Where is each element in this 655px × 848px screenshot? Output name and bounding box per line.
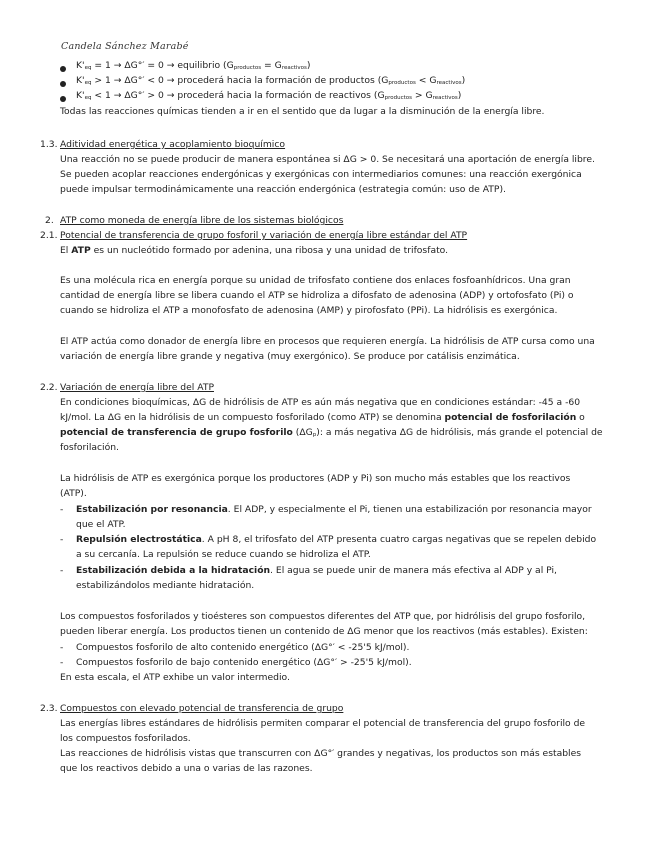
equilibrium-bullet-1: $K'_{eq} = 1 \to \Delta G^\circ' = 0$ → equilibrio $(G_{productos} = G_{reactivos})$ [76,60,311,71]
bullet-dot [60,96,66,102]
section-number: 2.2. [40,382,58,393]
paragraph-line: Es una molécula rica en energía porque su unidad de trifosfato contiene dos enlaces fosfoanhídricos. Una gran [60,275,571,286]
paragraph-line: (ATP). [60,488,87,499]
author-name: Candela Sánchez Marabé [61,41,189,52]
bullet-dot [60,81,66,87]
paragraph-line: Los compuestos fosforilados y tioésteres son compuestos diferentes del ATP que, por hidrólisis del grupo fosforilo, [60,611,586,622]
paragraph-line: kJ/mol. La ΔG en la hidrólisis de un compuesto fosforilado (como ATP) se denomina potencial de fosforilación o [60,412,585,423]
paragraph-line: puede impulsar termodinámicamente una reacción endergónica (estrategia común: uso de ATP). [60,184,506,195]
equilibrium-bullet-3: $K'_{eq} < 1 \to \Delta G^\circ' > 0$ → procederá hacia la formación de reactivos $(G_{productos} > G_{reactivos})$ [76,90,462,101]
section-number: 2. [45,215,54,226]
dash-bullet: - [60,504,64,515]
paragraph-line: fosforilación. [60,442,119,453]
section-number: 1.3. [40,139,58,150]
paragraph-line: Una reacción no se puede producir de manera espontánea si ΔG > 0. Se necesitará una aportación de energía libre. [60,154,595,165]
equilibrium-bullet-2: $K'_{eq} > 1 \to \Delta G^\circ' < 0$ → procederá hacia la formación de productos $(G_{productos} < G_{reactivos})$ [76,75,466,86]
paragraph-line: El ATP es un nucleótido formado por adenina, una ribosa y una unidad de trifosfato. [60,245,449,256]
dash-bullet: - [60,642,64,653]
bullet-dot [60,66,66,72]
paragraph-line: Las reacciones de hidrólisis vistas que transcurren con ΔG°′ grandes y negativas, los productos son más estables [60,748,582,759]
paragraph-line: En condiciones bioquímicas, ΔG de hidrólisis de ATP es aún más negativa que en condiciones estándar: -45 a -60 [60,397,581,408]
compound-item: Compuestos fosforilo de bajo contenido energético (ΔG°′ > -25'5 kJ/mol). [76,657,412,668]
section-heading-2-3: Compuestos con elevado potencial de transferencia de grupo [60,703,344,714]
paragraph-line: potencial de transferencia de grupo fosforilo $(\Delta G_p)$: a más negativa ΔG de hidrólisis, más grande el potencial de [60,427,603,438]
paragraph-line: pueden liberar energía. Los productos tienen un contenido de ΔG menor que los reactivos (más estables). Existen: [60,626,588,637]
paragraph-line: En esta escala, el ATP exhibe un valor intermedio. [60,672,290,683]
paragraph-line: La hidrólisis de ATP es exergónica porque los productores (ADP y Pi) son mucho más estables que los reactivos [60,473,571,484]
section-number: 2.3. [40,703,58,714]
paragraph-line: El ATP actúa como donador de energía libre en procesos que requieren energía. La hidrólisis de ATP cursa como una [60,336,595,347]
compound-item: Compuestos fosforilo de alto contenido energético (ΔG°′ < -25'5 kJ/mol). [76,642,410,653]
reason-item: Estabilización debida a la hidratación. El agua se puede unir de manera más efectiva al ADP y al Pi, [76,565,557,576]
reason-item-continued: estabilizándolos mediante hidratación. [76,580,255,591]
paragraph-line: cuando se hidroliza el ATP a monofosfato de adenosina (AMP) y pirofosfato (PPi). La hidrólisis es exergónica. [60,305,558,316]
paragraph-line: cantidad de energía libre se libera cuando el ATP se hidroliza a difosfato de adenosina (ADP) y ortofosfato (Pi) o [60,290,574,301]
reason-item: Repulsión electrostática. A pH 8, el trifosfato del ATP presenta cuatro cargas negativas que se repelen debido [76,534,597,545]
reason-item-continued: que el ATP. [76,519,126,530]
section-number: 2.1. [40,230,58,241]
dash-bullet: - [60,534,64,545]
paragraph-line: Las energías libres estándares de hidrólisis permiten comparar el potencial de transferencia del grupo fosforilo de [60,718,586,729]
dash-bullet: - [60,657,64,668]
paragraph-line: que los reactivos debido a una o varias de las razones. [60,763,313,774]
section-heading-1-3: Aditividad energética y acoplamiento bioquímico [60,139,286,150]
reason-item: Estabilización por resonancia. El ADP, y especialmente el Pi, tienen una estabilización por resonancia mayor [76,504,592,515]
paragraph-line: los compuestos fosforilados. [60,733,191,744]
section-heading-2: ATP como moneda de energía libre de los sistemas biológicos [60,215,344,226]
section-heading-2-1: Potencial de transferencia de grupo fosforil y variación de energía libre estándar del ATP [60,230,468,241]
reason-item-continued: a su cercanía. La repulsión se reduce cuando se hidroliza el ATP. [76,549,371,560]
paragraph-line: Se pueden acoplar reacciones endergónicas y exergónicas con intermediarios comunes: una reacción exergónica [60,169,582,180]
dash-bullet: - [60,565,64,576]
paragraph-line: variación de energía libre grande y negativa (muy exergónico). Se produce por catálisis enzimática. [60,351,520,362]
section-heading-2-2: Variación de energía libre del ATP [60,382,214,393]
summary-line: Todas las reacciones químicas tienden a ir en el sentido que da lugar a la disminución de la energía libre. [60,106,545,117]
